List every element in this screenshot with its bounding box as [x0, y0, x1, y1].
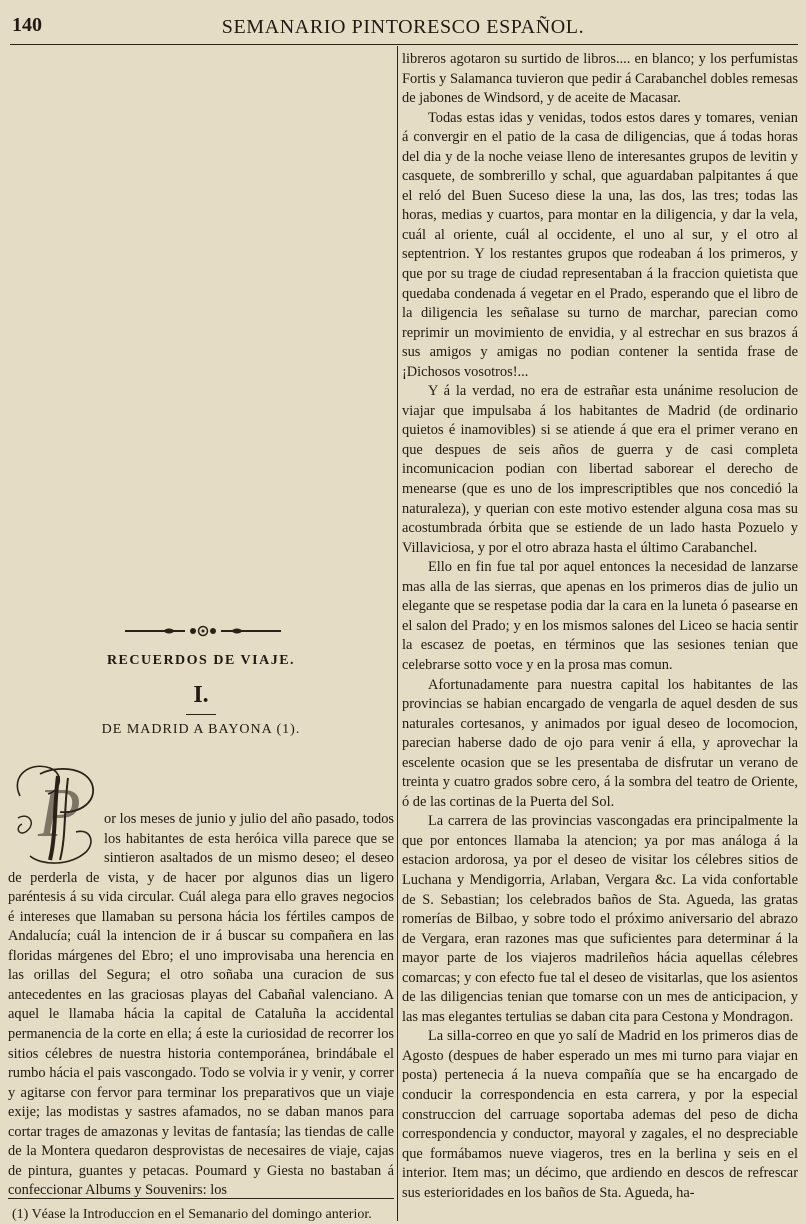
left-column: [8, 46, 394, 1221]
page-number: 140: [12, 14, 42, 36]
right-column: [402, 46, 798, 1221]
header-rule: [10, 44, 798, 45]
section-title: RECUERDOS DE VIAJE.: [106, 653, 296, 668]
column-divider: [397, 46, 398, 1221]
chapter-rule: [186, 714, 216, 715]
paragraph: La silla-correo en que yo salí de Madrid en los primeros dias de Agosto (despues de haber esperado un mes mi turno para viajar en posta) pertenecia á la nueva compañía que se ha encargado de conducir la correspondencia en esta carrera, y por la especial construccion del carruage soportaba ademas del peso de dicha correspondencia y conductor, mayoral y zagales, el no despreciable que formábamos nueve viageros, tres en la berlina y seis en el interior. Item mas; un décimo, que ardiendo en descos de refrescar sus esterioridades en los baños de Sta. Agueda, ha-: [402, 1028, 798, 1201]
left-body-text: [8, 810, 394, 1201]
paragraph: Ello en fin fue tal por aquel entonces la necesidad de lanzarse mas alla de las sierras, que apenas en los primeros dias de julio un elegante que se respetase podia dar la cara en la luneta ó pasearse en el salon del Prado; y en los mismos salones del Liceo se hacia sentir la escasez de poetas, en términos que las sesiones tenian que celebrarse sotto voce y en la prosa mas comun.: [402, 559, 798, 673]
dropcap-spacer: [8, 810, 104, 866]
footnote: (1) Véase la Introduccion en el Semanario del domingo anterior.: [12, 1207, 372, 1222]
footnote-rule: [8, 1198, 394, 1199]
dropcap-letter: P: [38, 775, 81, 852]
right-body-text: [402, 50, 798, 1203]
chapter-number: I.: [193, 682, 209, 708]
paragraph: La carrera de las provincias vascongadas era principalmente la que por entonces llamaba la atencion; ya por mas análoga á la estacion ardorosa, ya por el deseo de visitar los célebres sitios de Luchana y Mendigorria, Arlaban, Vergara &c. La vida confortable de S. Sebastian; los celebrados baños de Sta. Agueda, las gratas romerías de Bilbao, y sobre todo el próximo aniversario del abrazo de Vergara, eran razones mas que suficientes para determinar á la mayor parte de los viajeros madrileños hácia aquellas célebres comarcas; y con efecto fue tal el deseo de visitarlas, que los asientos de las diligencias tenian que tomarse con un mes de anticipacion, y las mas elegantes tertulias se daban cita para Cestona y Mondragon.: [402, 813, 798, 1025]
blank-area: [8, 46, 394, 616]
paragraph: Todas estas idas y venidas, todos estos dares y tomares, venian á convergir en el patio de la casa de diligencias, que á todas horas del dia y de la noche veiase lleno de interesantes grupos de levitin y casquete, de sombrerillo y schal, que aguardaban palpitantes á que el reló del Buen Suceso diese la una, las dos, las tres; todas las horas, medias y cuartos, para montar en la diligencia, y dar la vela, cuál al oriente, cuál al occidente, el uno al sur, y el otro al septentrion. Y los restantes grupos que rodeaban á los primeros, y que por su trage de ciudad representaban á la fraccion quietista que quedaba condenada á vegetar en el Prado, esperando que el libro de la diligencia les señalase su turno de marchar, parecian como reprimir un movimiento de envidia, y al estrechar en sus brazos á sus amigos y amigas no podian contener la sentida frase de ¡Dichosos vosotros!...: [402, 109, 798, 380]
page-header: [0, 0, 806, 46]
ornament-divider: [123, 624, 283, 638]
paragraph: Y á la verdad, no era de estrañar esta unánime resolucion de viajar que impulsaba á los habitantes de Madrid (de ordinario quietos é inamovibles) si se atiende á que era el primer verano en que despues de seis años de guerra y de casi completa incomunicacion podian con libertad saborear el derecho de menearse (que es uno de los imprescriptibles que nos concedió la naturaleza), y querian con este motivo estender alguna cosa mas su acostumbrada órbita que se estiende de un lado hasta Pozuelo y Villaviciosa, y por el otro abraza hasta el último Carabanchel.: [402, 383, 798, 556]
paragraph: Afortunadamente para nuestra capital los habitantes de las provincias se habian encargado de vengarla de aquel desden de sus naturales cortesanos, y animados por igual deseo de locomocion, parecian haberse dado de ojo para venir á ella, y aprovechar la escelente ocasion que se les presentaba de disfrutar un verano de treinta y cuatro grados sobre cero, á la sombra del teatro de Oriente, ó de las cortinas de la Puerta del Sol.: [402, 676, 798, 810]
opening-paragraph: or los meses de junio y julio del año pasado, todos los habitantes de esta heróica villa parece que se sintieron asaltados de un mismo deseo; el deseo de perderla de vista, y de hacer por algunos dias un ligero paréntesis á su vida circular. Cuál alega para ello graves negocios é intereses que llamaban su persona hácia los fértiles campos de Andalucía; cuál la intencion de ir á buscar su compañera en las floridas márgenes del Ebro; el uno improvisaba una herencia en las orillas del Segura; el otro soñaba una curacion de sus antecedentes en las graciosas playas del Cabañal valenciano. A aquel le llamaba hácia la capital de Cataluña la accidental permanencia de la corte en ella; á este la curiosidad de recorrer los sitios célebres de nuestra historia contemporánea, brindábale el rumbo hácia el pais vascongado. Todo se volvia ir y venir, y correr y agitarse con fervor para terminar los preparativos que un viaje exije; las modistas y sastres afamados, no se daban manos para cortar trages de amazonas y levitas de fantasía; las tiendas de calle de la Montera quedaron desprovistas de necesaires de viaje, cajas de pintura, guantes y petacas. Poumard y Giesta no bastaban á confeccionar Albums y Souvenirs: los: [8, 811, 394, 1199]
chapter-subtitle: DE MADRID A BAYONA (1).: [101, 722, 301, 737]
paragraph: libreros agotaron su surtido de libros.... en blanco; y los perfumistas Fortis y Salamanca tuvieron que pedir á Carabanchel dobles remesas de jabones de Windsord, y de aceite de Macasar.: [402, 51, 799, 107]
running-title: SEMANARIO PINTORESCO ESPAÑOL.: [221, 16, 585, 38]
